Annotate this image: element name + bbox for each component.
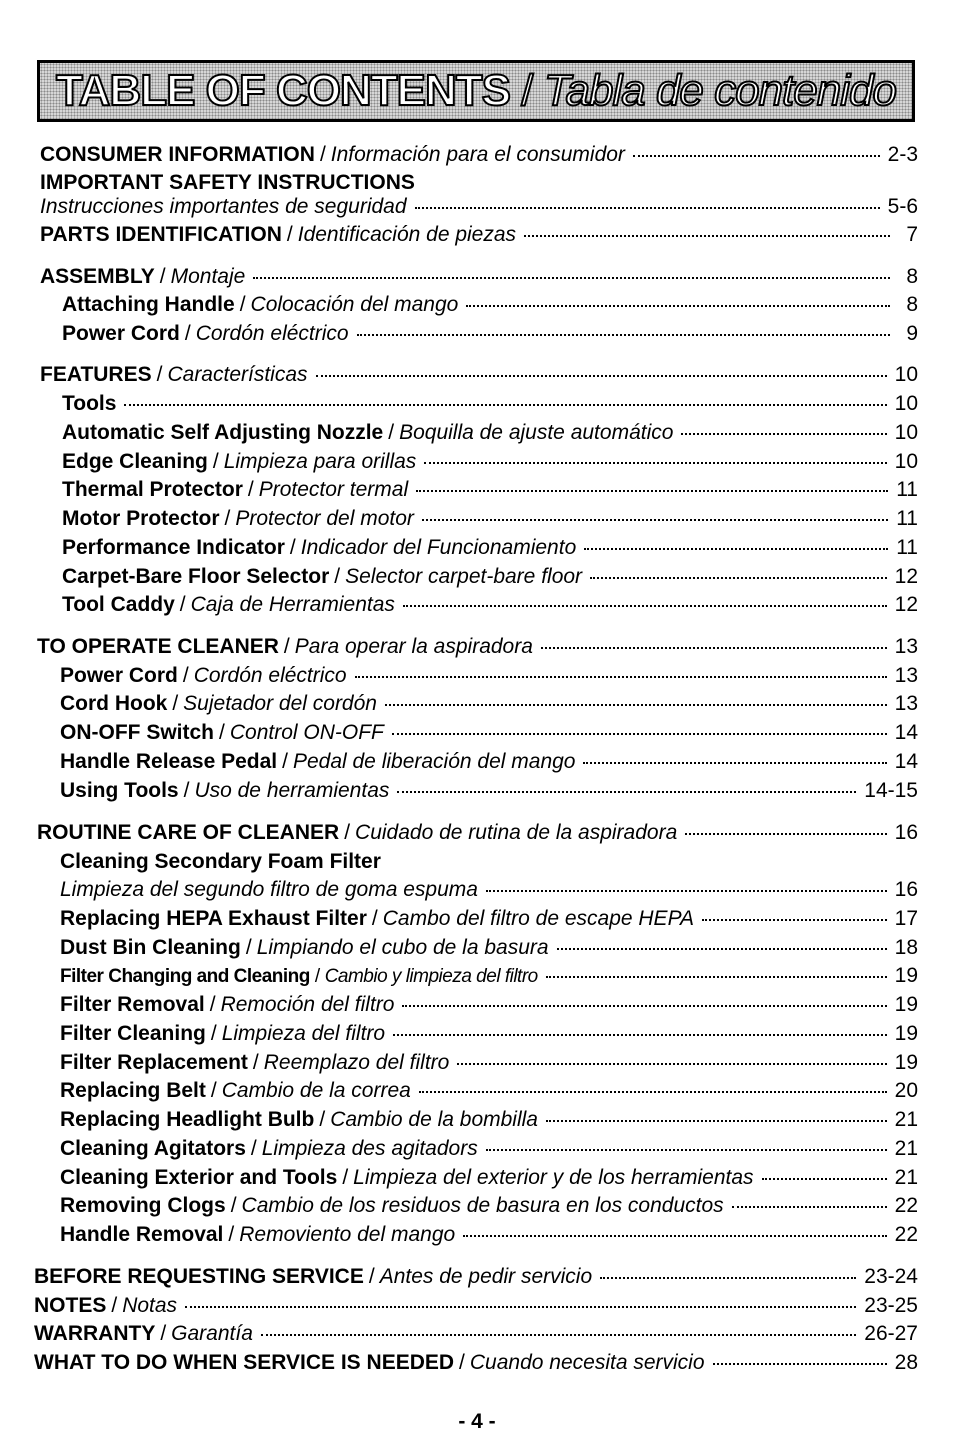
toc-entry-en: Replacing Belt — [60, 1079, 206, 1102]
toc-entry-page: 21 — [894, 1108, 918, 1131]
toc-entry[interactable]: WHAT TO DO WHEN SERVICE IS NEEDED / Cuando necesita servicio 28 — [34, 1351, 918, 1374]
toc-entry-page: 19 — [894, 993, 918, 1016]
toc-entry-en: NOTES — [34, 1294, 107, 1317]
toc-entry-page: 18 — [894, 936, 918, 959]
toc-entry-page: 2-3 — [887, 143, 918, 166]
toc-entry-es: Remoción del filtro — [220, 993, 395, 1016]
toc-entry[interactable]: Power Cord / Cordón eléctrico 9 — [62, 322, 918, 345]
toc-title-separator: / — [521, 66, 533, 115]
toc-entry-page: 8 — [906, 265, 918, 288]
toc-entry-es: Cambio de la bombilla — [330, 1108, 538, 1131]
toc-entry[interactable]: Using Tools / Uso de herramientas 14-15 — [60, 779, 918, 802]
toc-entry-es: Limpieza des agitadors — [261, 1137, 478, 1160]
toc-entry[interactable]: Filter Replacement / Reemplazo del filtro 19 — [60, 1051, 918, 1074]
toc-entry[interactable]: Power Cord / Cordón eléctrico 13 — [60, 664, 918, 687]
toc-entry-page: 7 — [906, 223, 918, 246]
toc-entry-es: Cambio de los residuos de basura en los conductos — [241, 1194, 724, 1217]
toc-entry-es: Montaje — [170, 265, 246, 288]
toc-entry[interactable]: Removing Clogs / Cambio de los residuos de basura en los conductos 22 — [60, 1194, 918, 1217]
toc-entry[interactable]: Tool Caddy / Caja de Herramientas 12 — [62, 593, 918, 616]
toc-entry-page: 13 — [894, 692, 918, 715]
toc-entry-page: 14 — [894, 721, 918, 744]
toc-entry-en: WARRANTY — [34, 1322, 156, 1345]
toc-entry-page: 23-24 — [864, 1265, 918, 1288]
toc-entry-es: Caja de Herramientas — [190, 593, 395, 616]
toc-entry[interactable]: Cleaning Agitators / Limpieza des agitadors 21 — [60, 1137, 918, 1160]
toc-entry-es: Cambio y limpieza del filtro — [324, 966, 538, 987]
toc-entry[interactable]: Thermal Protector / Protector termal 11 — [62, 478, 918, 501]
toc-entry-en: PARTS IDENTIFICATION — [40, 223, 282, 246]
toc-entry-en: Automatic Self Adjusting Nozzle — [62, 421, 384, 444]
toc-entry[interactable]: Cleaning Exterior and Tools / Limpieza del exterior y de los herramientas 21 — [60, 1166, 918, 1189]
toc-entry-en: Filter Removal — [60, 993, 205, 1016]
toc-entry-page: 19 — [894, 1022, 918, 1045]
toc-entry-en: FEATURES — [40, 363, 152, 386]
toc-entry-es: Limpieza del segundo filtro de goma espuma — [60, 878, 478, 901]
toc-entry-en: IMPORTANT SAFETY INSTRUCTIONS — [40, 171, 415, 194]
toc-entry-es: Instrucciones importantes de seguridad — [40, 195, 407, 218]
toc-entry-page: 12 — [894, 593, 918, 616]
toc-entry-page: 10 — [894, 450, 918, 473]
toc-entry[interactable]: Attaching Handle / Colocación del mango 8 — [62, 293, 918, 316]
toc-entry-en: Filter Replacement — [60, 1051, 248, 1074]
toc-entry-en: Carpet-Bare Floor Selector — [62, 565, 330, 588]
toc-entry-en: Cleaning Exterior and Tools — [60, 1166, 338, 1189]
toc-entry[interactable]: Filter Cleaning / Limpieza del filtro 19 — [60, 1022, 918, 1045]
toc-entry[interactable]: WARRANTY / Garantía 26-27 — [34, 1322, 918, 1345]
toc-title-es: Tabla de contenido — [543, 66, 896, 115]
toc-entry[interactable]: Dust Bin Cleaning / Limpiando el cubo de la basura 18 — [60, 936, 918, 959]
toc-entry-es: Sujetador del cordón — [183, 692, 377, 715]
toc-entry-en: Filter Cleaning — [60, 1022, 206, 1045]
toc-entry-es: Pedal de liberación del mango — [292, 750, 576, 773]
toc-entry-en: CONSUMER INFORMATION — [40, 143, 315, 166]
toc-entry-page: 23-25 — [864, 1294, 918, 1317]
toc-entry[interactable]: Filter Removal / Remoción del filtro 19 — [60, 993, 918, 1016]
toc-entry[interactable]: Filter Changing and Cleaning / Cambio y limpieza del filtro 19 — [60, 963, 918, 990]
toc-entry-page: 20 — [894, 1079, 918, 1102]
toc-entry-page: 5-6 — [887, 195, 918, 218]
toc-entry-es: Limpieza del filtro — [221, 1022, 386, 1045]
toc-entry-en: ASSEMBLY — [40, 265, 155, 288]
toc-entry-en: Tool Caddy — [62, 593, 175, 616]
toc-entry[interactable] — [60, 877, 918, 903]
toc-entry-page: 26-27 — [864, 1322, 918, 1345]
toc-entry-page: 12 — [894, 565, 918, 588]
toc-entry-es: Cuidado de rutina de la aspiradora — [355, 821, 678, 844]
toc-entry[interactable]: Carpet-Bare Floor Selector / Selector carpet-bare floor 12 — [62, 565, 918, 588]
toc-entry[interactable]: Automatic Self Adjusting Nozzle / Boquilla de ajuste automático 10 — [62, 421, 918, 444]
toc-entry-es: Limpieza para orillas — [223, 450, 417, 473]
toc-entry-es: Para operar la aspiradora — [294, 635, 533, 658]
toc-entry-page: 13 — [894, 664, 918, 687]
toc-entry-es: Limpieza del exterior y de los herramientas — [353, 1166, 754, 1189]
toc-entry-page: 14 — [894, 750, 918, 773]
toc-entry-es: Removiento del mango — [239, 1223, 456, 1246]
toc-entry[interactable]: Handle Removal / Removiento del mango 22 — [60, 1223, 918, 1246]
toc-entry-es: Reemplazo del filtro — [263, 1051, 450, 1074]
toc-entry-es: Cordón eléctrico — [195, 322, 349, 345]
toc-entry[interactable]: Cord Hook / Sujetador del cordón 13 — [60, 692, 918, 715]
toc-entry-en: Dust Bin Cleaning — [60, 936, 241, 959]
toc-entry-en: Filter Changing and Cleaning — [60, 966, 310, 987]
toc-entry-en: Using Tools — [60, 779, 179, 802]
toc-entry-en: Handle Release Pedal — [60, 750, 278, 773]
toc-entry-es: Cuando necesita servicio — [469, 1351, 705, 1374]
toc-entry-es: Cordón eléctrico — [193, 664, 347, 687]
toc-entry-es: Indicador del Funcionamiento — [300, 536, 577, 559]
toc-entry-es: Control ON-OFF — [229, 721, 384, 744]
toc-entry-page: 28 — [894, 1351, 918, 1374]
toc-entry-en: ON-OFF Switch — [60, 721, 214, 744]
toc-entry-es: Selector carpet-bare floor — [345, 565, 583, 588]
toc-entry-es: Información para el consumidor — [330, 143, 625, 166]
toc-entry-page: 17 — [894, 907, 918, 930]
toc-entry[interactable]: ON-OFF Switch / Control ON-OFF 14 — [60, 721, 918, 744]
toc-entry-es: Cambo del filtro de escape HEPA — [382, 907, 695, 930]
toc-entry[interactable] — [62, 391, 918, 417]
toc-entry-en: Replacing HEPA Exhaust Filter — [60, 907, 367, 930]
toc-title-en: TABLE OF CONTENTS — [56, 66, 510, 115]
toc-entry-page: 8 — [906, 293, 918, 316]
toc-entry-en: WHAT TO DO WHEN SERVICE IS NEEDED — [34, 1351, 455, 1374]
toc-entry-page: 14-15 — [864, 779, 918, 802]
toc-entry-page: 16 — [894, 821, 918, 844]
toc-entry-es: Protector termal — [258, 478, 409, 501]
toc-entry-page: 10 — [894, 363, 918, 386]
toc-entry[interactable]: Motor Protector / Protector del motor 11 — [62, 507, 918, 530]
toc-entry[interactable]: BEFORE REQUESTING SERVICE / Antes de pedir servicio 23-24 — [34, 1265, 918, 1288]
toc-entry-page: 9 — [906, 322, 918, 345]
toc-entry[interactable]: ASSEMBLY / Montaje 8 — [40, 265, 918, 288]
toc-entry[interactable] — [40, 194, 918, 220]
toc-entry-es: Colocación del mango — [250, 293, 459, 316]
toc-entry-page: 11 — [896, 536, 918, 559]
toc-entry-en: Handle Removal — [60, 1223, 224, 1246]
toc-entry-en: Motor Protector — [62, 507, 220, 530]
toc-entry-en: Performance Indicator — [62, 536, 285, 559]
toc-entry-en: Power Cord — [62, 322, 180, 345]
toc-entry[interactable]: FEATURES / Características 10 — [40, 363, 918, 386]
toc-entry-page: 21 — [894, 1166, 918, 1189]
toc-entry-page: 19 — [894, 1051, 918, 1074]
toc-entry[interactable]: PARTS IDENTIFICATION / Identificación de piezas 7 — [40, 223, 918, 246]
toc-heading[interactable] — [40, 170, 415, 196]
toc-entry-en: Cleaning Secondary Foam Filter — [60, 850, 381, 873]
toc-entry-page: 10 — [894, 421, 918, 444]
toc-entry-page: 10 — [894, 392, 918, 415]
toc-entry-es: Antes de pedir servicio — [379, 1265, 593, 1288]
toc-entry-es: Cambio de la correa — [221, 1079, 411, 1102]
toc-entry-en: Cord Hook — [60, 692, 168, 715]
toc-entry-page: 11 — [896, 507, 918, 530]
toc-entry-en: Cleaning Agitators — [60, 1137, 246, 1160]
toc-entry-en: Attaching Handle — [62, 293, 235, 316]
toc-entry-es: Boquilla de ajuste automático — [399, 421, 674, 444]
toc-entry[interactable]: Replacing HEPA Exhaust Filter / Cambo del filtro de escape HEPA 17 — [60, 907, 918, 930]
toc-entry-es: Notas — [122, 1294, 178, 1317]
toc-entry[interactable]: NOTES / Notas 23-25 — [34, 1294, 918, 1317]
toc-entry-en: Removing Clogs — [60, 1194, 226, 1217]
toc-entry-en: TO OPERATE CLEANER — [37, 635, 279, 658]
toc-entry[interactable]: TO OPERATE CLEANER / Para operar la aspiradora 13 — [37, 635, 918, 658]
toc-entry[interactable]: Edge Cleaning / Limpieza para orillas 10 — [62, 450, 918, 473]
toc-entry-es: Limpiando el cubo de la basura — [256, 936, 549, 959]
toc-entry[interactable]: CONSUMER INFORMATION / Información para el consumidor 2-3 — [40, 143, 918, 166]
toc-entry-page: 13 — [894, 635, 918, 658]
toc-entry-page: 22 — [894, 1194, 918, 1217]
toc-entry-page: 11 — [896, 478, 918, 501]
toc-entry-es: Garantía — [171, 1322, 253, 1345]
toc-entry-en: Power Cord — [60, 664, 178, 687]
toc-heading[interactable] — [60, 849, 381, 875]
toc-entry-en: Edge Cleaning — [62, 450, 208, 473]
toc-entry-en: Tools — [62, 392, 117, 415]
toc-entry-en: Replacing Headlight Bulb — [60, 1108, 315, 1131]
toc-entry-page: 21 — [894, 1137, 918, 1160]
toc-entry-en: BEFORE REQUESTING SERVICE — [34, 1265, 364, 1288]
toc-entry-page: 22 — [894, 1223, 918, 1246]
toc-entry-en: Thermal Protector — [62, 478, 243, 501]
toc-entry[interactable]: Performance Indicator / Indicador del Funcionamiento 11 — [62, 536, 918, 559]
toc-entry-es: Características — [167, 363, 308, 386]
page-number: - 4 - — [458, 1410, 496, 1433]
toc-entry-en: ROUTINE CARE OF CLEANER — [37, 821, 340, 844]
toc-entry-page: 16 — [894, 878, 918, 901]
toc-entry[interactable]: ROUTINE CARE OF CLEANER / Cuidado de rutina de la aspiradora 16 — [37, 821, 918, 844]
toc-entry[interactable]: Replacing Belt / Cambio de la correa 20 — [60, 1079, 918, 1102]
toc-entry-es: Uso de herramientas — [194, 779, 390, 802]
toc-entry-es: Protector del motor — [235, 507, 414, 530]
toc-entry[interactable]: Replacing Headlight Bulb / Cambio de la bombilla 21 — [60, 1108, 918, 1131]
toc-entry[interactable]: Handle Release Pedal / Pedal de liberación del mango 14 — [60, 750, 918, 773]
toc-entry-es: Identificación de piezas — [297, 223, 517, 246]
toc-entry-page: 19 — [894, 964, 918, 987]
